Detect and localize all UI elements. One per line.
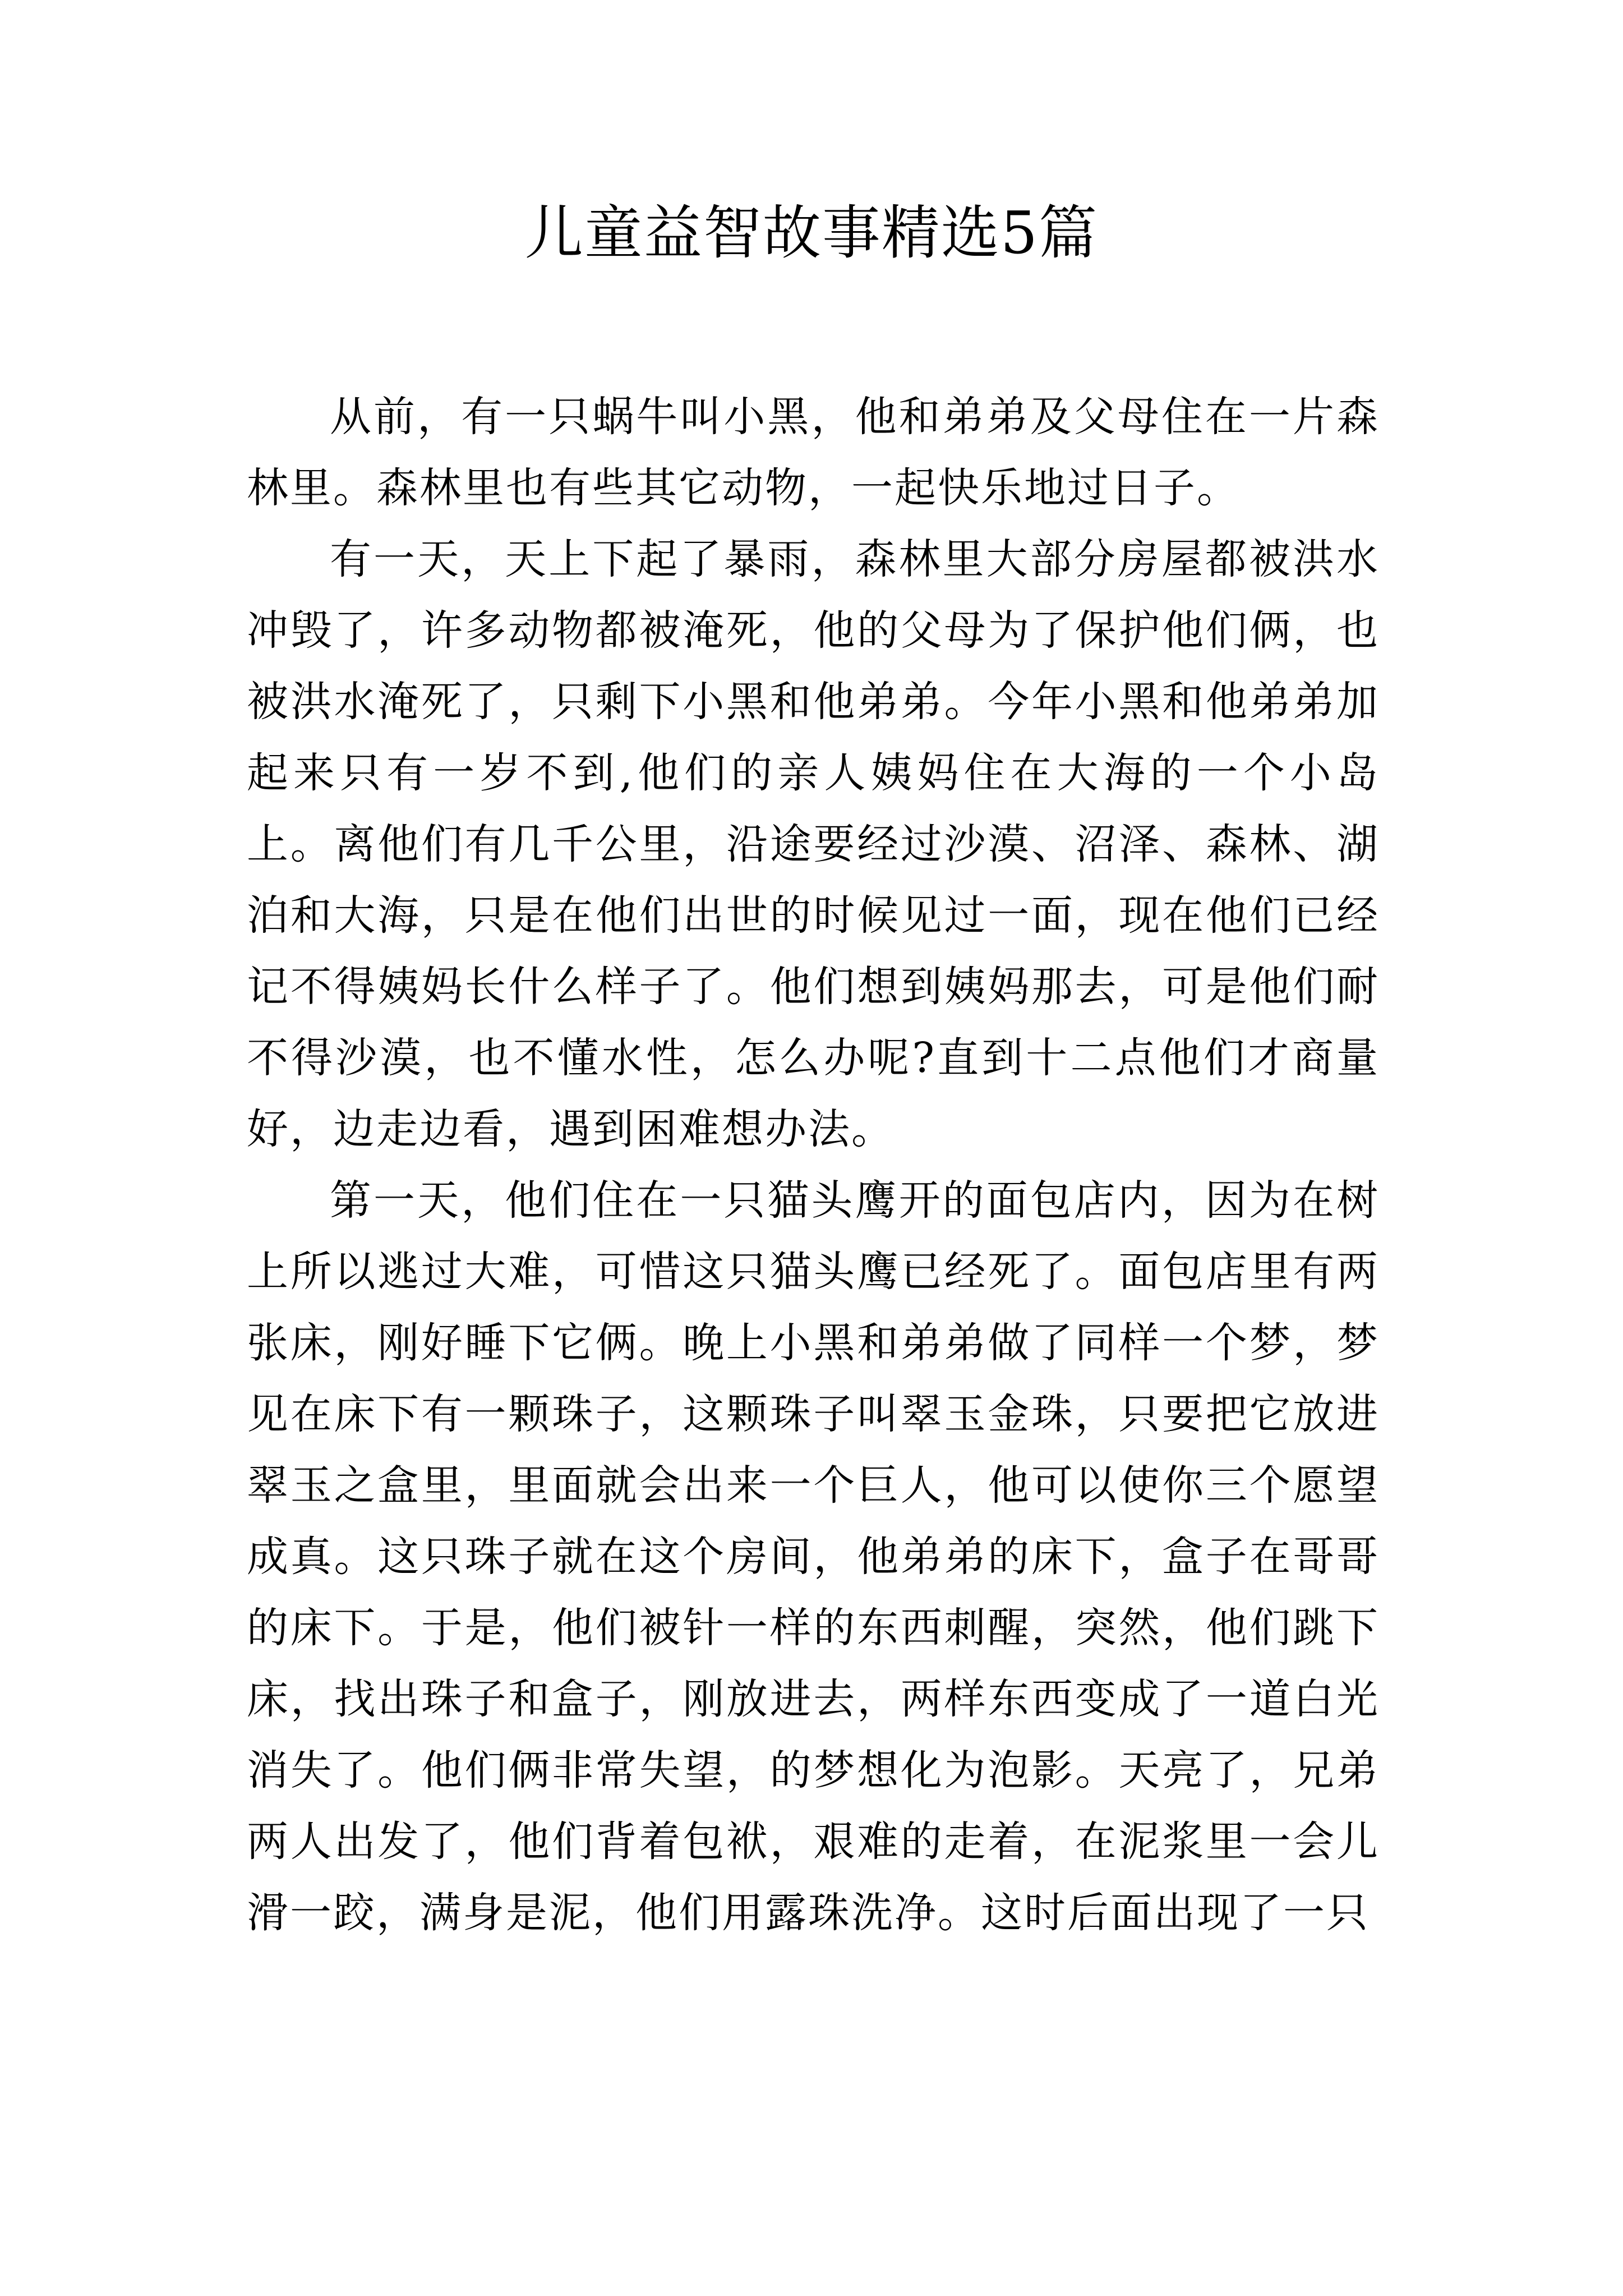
paragraph-2: 有一天，天上下起了暴雨，森林里大部分房屋都被洪水冲毁了，许多动物都被淹死，他的父母为了保护他们俩，也被洪水淹死了，只剩下小黑和他弟弟。今年小黑和他弟弟加起来只有一岁不到,他们的亲人姨妈住在大海的一个小岛上。离他们有几千公里，沿途要经过沙漠、沼泽、森林、湖泊和大海，只是在他们出世的时候见过一面，现在他们已经记不得姨妈长什么样子了。他们想到姨妈那去，可是他们耐不得沙漠，也不懂水性，怎么办呢?直到十二点他们才商量好，边走边看，遇到困难想办法。 bbox=[247, 535, 1380, 1153]
document-body bbox=[247, 381, 1380, 1949]
paragraph-3: 第一天，他们住在一只猫头鹰开的面包店内，因为在树上所以逃过大难，可惜这只猫头鹰已经死了。面包店里有两张床，刚好睡下它俩。晚上小黑和弟弟做了同样一个梦，梦见在床下有一颗珠子，这颗珠子叫翠玉金珠，只要把它放进翠玉之盒里，里面就会出来一个巨人，他可以使你三个愿望成真。这只珠子就在这个房间，他弟弟的床下，盒子在哥哥的床下。于是，他们被针一样的东西刺醒，突然，他们跳下床，找出珠子和盒子，刚放进去，两样东西变成了一道白光消失了。他们俩非常失望，的梦想化为泡影。天亮了，兄弟两人出发了，他们背着包袱，艰难的走着，在泥浆里一会儿滑一跤，满身是泥，他们用露珠洗净。这时后面出现了一只 bbox=[247, 1176, 1380, 1937]
document-title: 儿童益智故事精选5篇 bbox=[524, 199, 1099, 267]
paragraph-1: 从前，有一只蜗牛叫小黑，他和弟弟及父母住在一片森林里。森林里也有些其它动物，一起快乐地过日子。 bbox=[247, 393, 1380, 512]
